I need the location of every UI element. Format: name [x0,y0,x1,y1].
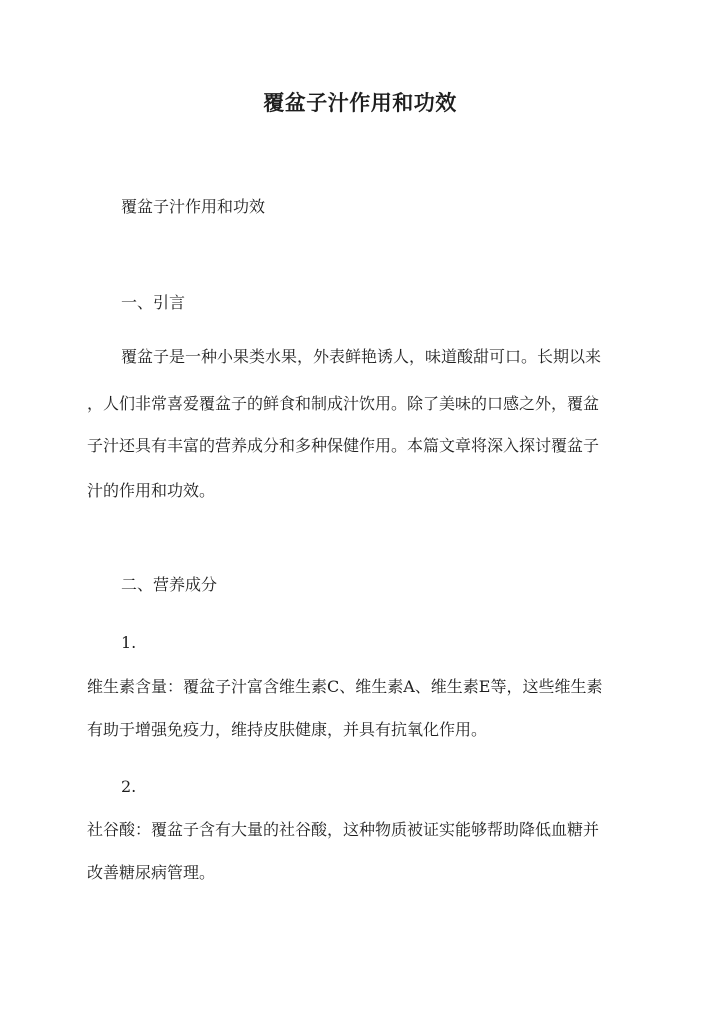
list-item-line: 社谷酸：覆盆子含有大量的社谷酸，这种物质被证实能够帮助降低血糖并 [87,820,600,839]
list-item-line: 有助于增强免疫力，维持皮肤健康，并具有抗氧化作用。 [87,720,488,739]
list-item-line: 维生素含量：覆盆子汁富含维生素C、维生素A、维生素E等，这些维生素 [87,677,603,696]
list-item-line: 改善糖尿病管理。 [87,863,216,882]
paragraph-line: 汁的作用和功效。 [87,481,216,500]
list-item-number: 2. [121,777,137,796]
paragraph-line: 覆盆子是一种小果类水果，外表鲜艳诱人，味道酸甜可口。长期以来 [121,347,602,366]
document-subtitle: 覆盆子汁作用和功效 [121,197,266,216]
paragraph-line: ，人们非常喜爱覆盆子的鲜食和制成汁饮用。除了美味的口感之外，覆盆 [87,394,600,413]
document-title: 覆盆子汁作用和功效 [263,90,457,115]
section-heading-introduction: 一、引言 [121,293,186,312]
section-heading-nutrition: 二、营养成分 [121,575,218,594]
paragraph-line: 子汁还具有丰富的营养成分和多种保健作用。本篇文章将深入探讨覆盆子 [87,436,600,455]
list-item-number: 1. [121,633,137,652]
